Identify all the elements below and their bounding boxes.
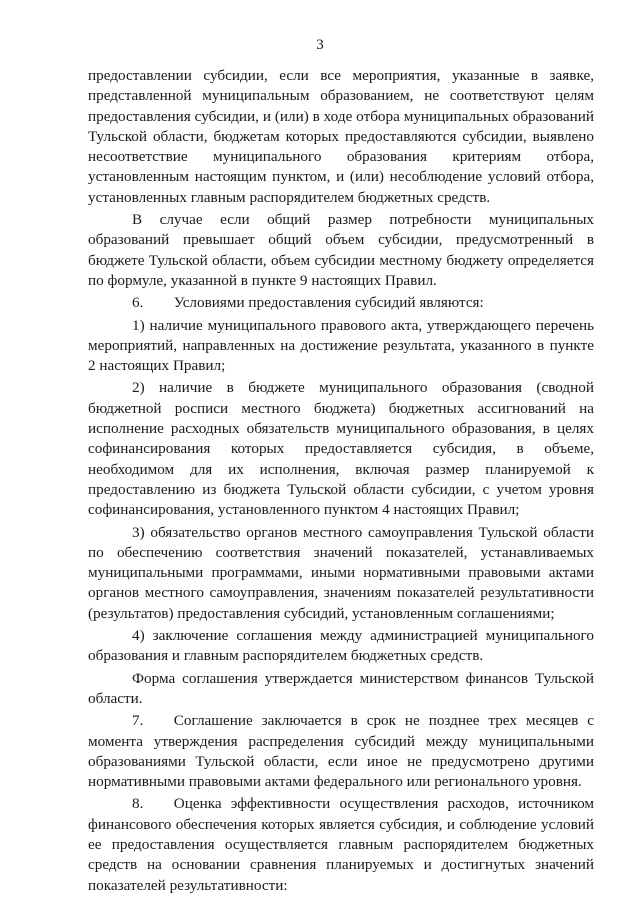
page-number: 3 xyxy=(316,37,324,53)
paragraph-continuation: предоставлении субсидии, если все мероприятия, указанные в заявке, представленной муниципальным образованием, не соответствуют целям предоставления субсидии, и (или) в ходе отбора муниципальных образований Тульской области, бюджетам которых предоставляются субсидии, выявлено несоответствие муниципального образования критериям отбора, установленным настоящим пунктом, и (или) несоблюдение условий отбора, установленных главным распорядителем бюджетных средств. xyxy=(88,67,594,206)
paragraph-item-7: 7. Соглашение заключается в срок не позднее трех месяцев с момента утверждения распределения субсидий между муниципальными образованиями Тульской области, если иное не предусмотрено другими нормативными правовыми актами федерального или регионального уровня. xyxy=(88,712,594,791)
paragraph-item-6: 6. Условиями предоставления субсидий являются: xyxy=(132,294,484,312)
paragraph-total-need: В случае если общий размер потребности муниципальных образований превышает общий объем субсидии, предусмотренный в бюджете Тульской области, объем субсидии местному бюджету определяется по формуле, указанной в пункте 9 настоящих Правил. xyxy=(88,211,594,289)
paragraph-condition-4: 4) заключение соглашения между администрацией муниципального образования и главным распорядителем бюджетных средств. xyxy=(88,627,594,665)
paragraph-condition-2: 2) наличие в бюджете муниципального образования (сводной бюджетной росписи местного бюджета) бюджетных ассигнований на исполнение расходных обязательств муниципального образования, в целях софинансирования которых предоставляется субсидия, в объеме, необходимом для их исполнения, включая размер планируемой к предоставлению из бюджета Тульской области субсидии, с учетом уровня софинансирования, установленного пунктом 4 настоящих Правил; xyxy=(88,379,594,519)
document-body xyxy=(88,66,594,896)
paragraph-condition-1: 1) наличие муниципального правового акта, утверждающего перечень мероприятий, направленных на достижение результата, указанного в пункте 2 настоящих Правил; xyxy=(88,316,594,375)
paragraph-condition-3: 3) обязательство органов местного самоуправления Тульской области по обеспечению соответствия значений показателей, устанавливаемых муниципальными программами, иными нормативными правовыми актами органов местного самоуправления, значениям показателей результативности (результатов) предоставления субсидий, установленным соглашениями; xyxy=(88,523,594,622)
paragraph-agreement-form: Форма соглашения утверждается министерством финансов Тульской области. xyxy=(88,669,594,707)
paragraph-item-8: 8. Оценка эффективности осуществления расходов, источником финансового обеспечения которых является субсидия, и соблюдение условий ее предоставления осуществляется главным распорядителем бюджетных средств на основании сравнения планируемых и достигнутых значений показателей результативности: xyxy=(88,795,594,894)
